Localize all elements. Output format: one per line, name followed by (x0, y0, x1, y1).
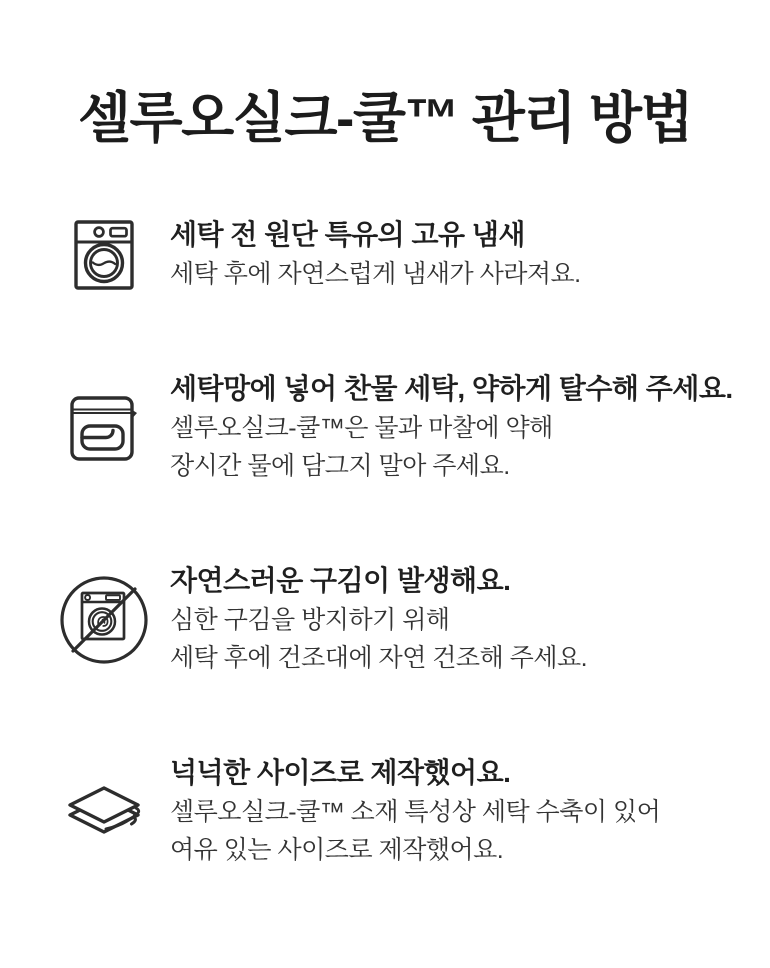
care-row-size (58, 755, 740, 869)
care-text-size (170, 755, 740, 869)
care-body-line: 세탁 후에 자연스럽게 냄새가 사라져요. (170, 259, 581, 288)
care-body-line: 여유 있는 사이즈로 제작했어요. (170, 835, 504, 864)
care-text-wrinkle (170, 563, 740, 677)
care-body-line: 셀루오실크-쿨™은 물과 마찰에 약해 (170, 413, 553, 442)
care-heading: 자연스러운 구김이 발생해요. (170, 564, 511, 596)
care-heading: 넉넉한 사이즈로 제작했어요. (170, 756, 511, 788)
no-washing-machine-icon (58, 575, 150, 665)
folded-towels-icon (58, 784, 150, 840)
care-body-line: 세탁 후에 건조대에 자연 건조해 주세요. (170, 643, 588, 672)
care-heading: 세탁망에 넣어 찬물 세탁, 약하게 탈수해 주세요. (170, 372, 733, 404)
care-row-wrinkle (58, 563, 740, 677)
washing-machine-icon (58, 220, 150, 290)
care-text-odor (170, 217, 740, 293)
care-body-line: 장시간 물에 담그지 말아 주세요. (170, 451, 510, 480)
care-body-line: 심한 구김을 방지하기 위해 (170, 605, 450, 634)
care-body-line: 셀루오실크-쿨™ 소재 특성상 세탁 수축이 있어 (170, 797, 661, 826)
care-heading: 세탁 전 원단 특유의 고유 냄새 (170, 218, 525, 250)
care-sections (0, 217, 770, 869)
laundry-net-bag-icon (58, 395, 150, 461)
care-text-mesh-bag (170, 371, 740, 485)
care-row-mesh-bag (58, 371, 740, 485)
care-row-odor (58, 217, 740, 293)
page-title: 셀루오실크-쿨™ 관리 방법 (77, 87, 693, 149)
